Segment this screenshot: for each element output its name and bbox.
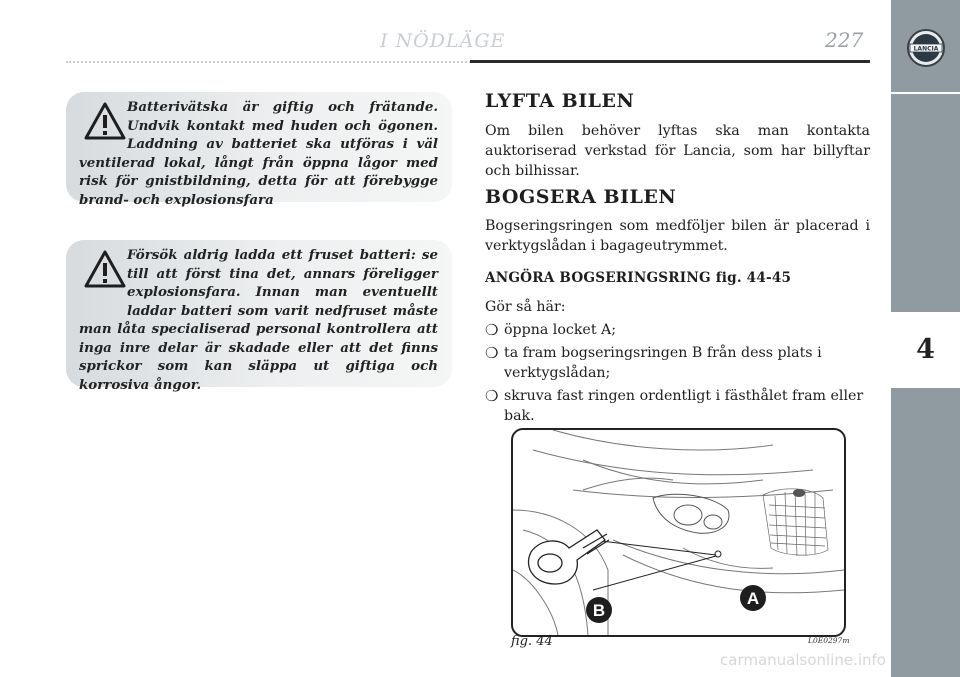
instructions-intro: Gör så här: bbox=[485, 299, 566, 315]
warning-box bbox=[66, 240, 452, 393]
svg-text:LANCIA: LANCIA bbox=[913, 45, 939, 53]
lift-body: Om bilen behöver lyftas ska man kontakta auktoriserad verkstad för Lancia, som har billyftar och bilhissar. bbox=[485, 123, 870, 179]
chapter-tab[interactable] bbox=[891, 312, 960, 388]
tow-body: Bogseringsringen som medföljer bilen är placerad i verktygslådan i bagageutrymmet. bbox=[485, 218, 870, 254]
bullet-icon: ❍ bbox=[485, 387, 499, 405]
subheading-towing-ring: ANGÖRA BOGSERINGSRING fig. 44-45 bbox=[485, 270, 792, 286]
list-item bbox=[485, 320, 870, 340]
sidebar-divider bbox=[891, 92, 960, 94]
chapter-tab-number: 4 bbox=[916, 334, 935, 365]
figure-code: L0E0297m bbox=[808, 636, 850, 645]
chapter-sidebar bbox=[891, 0, 960, 677]
warning-text: Batterivätska är giftig och frätande. Undvik kontakt med huden och ögonen. Laddning av batteriet ska utföras i väl ventilerad lokal, långt från öppna lågor med risk för gnistbildning, detta för att förebygge brand- och explosionsfara bbox=[79, 99, 438, 208]
list-item bbox=[485, 386, 870, 426]
figure-illustration bbox=[511, 428, 846, 637]
watermark: carmanualsonline.info bbox=[720, 651, 886, 669]
figure-caption: fig. 44 bbox=[511, 634, 553, 649]
section-title: I NÖDLÄGE bbox=[380, 30, 506, 52]
header-divider-accent bbox=[470, 60, 870, 63]
lancia-logo-icon bbox=[906, 28, 946, 68]
list-item bbox=[485, 343, 870, 383]
list-item-text: skruva fast ringen ordentligt i fästhålet fram eller bak. bbox=[504, 388, 864, 424]
page-number: 227 bbox=[825, 28, 864, 52]
car-front-drawing bbox=[513, 430, 844, 635]
bullet-icon: ❍ bbox=[485, 321, 499, 339]
label-a: A bbox=[746, 589, 760, 608]
warning-text: Försök aldrig ladda ett fruset batteri: se till att först tina det, annars föreligger explosionsfara. Innan man eventuellt laddar batteri som varit nedfruset måste man låta specialiserad personal kontrollera att inga inre delar är skadade eller att det finns sprickor som kan släppa ut giftiga och korrosiva ångor. bbox=[79, 247, 438, 393]
warning-box bbox=[66, 92, 452, 208]
list-item-text: ta fram bogseringsringen B från dess plats i verktygslådan; bbox=[504, 345, 822, 381]
heading-lift: LYFTA BILEN bbox=[485, 90, 635, 112]
label-b: B bbox=[592, 601, 606, 620]
heading-tow: BOGSERA BILEN bbox=[485, 186, 677, 208]
bullet-icon: ❍ bbox=[485, 344, 499, 362]
list-item-text: öppna locket A; bbox=[504, 322, 617, 338]
